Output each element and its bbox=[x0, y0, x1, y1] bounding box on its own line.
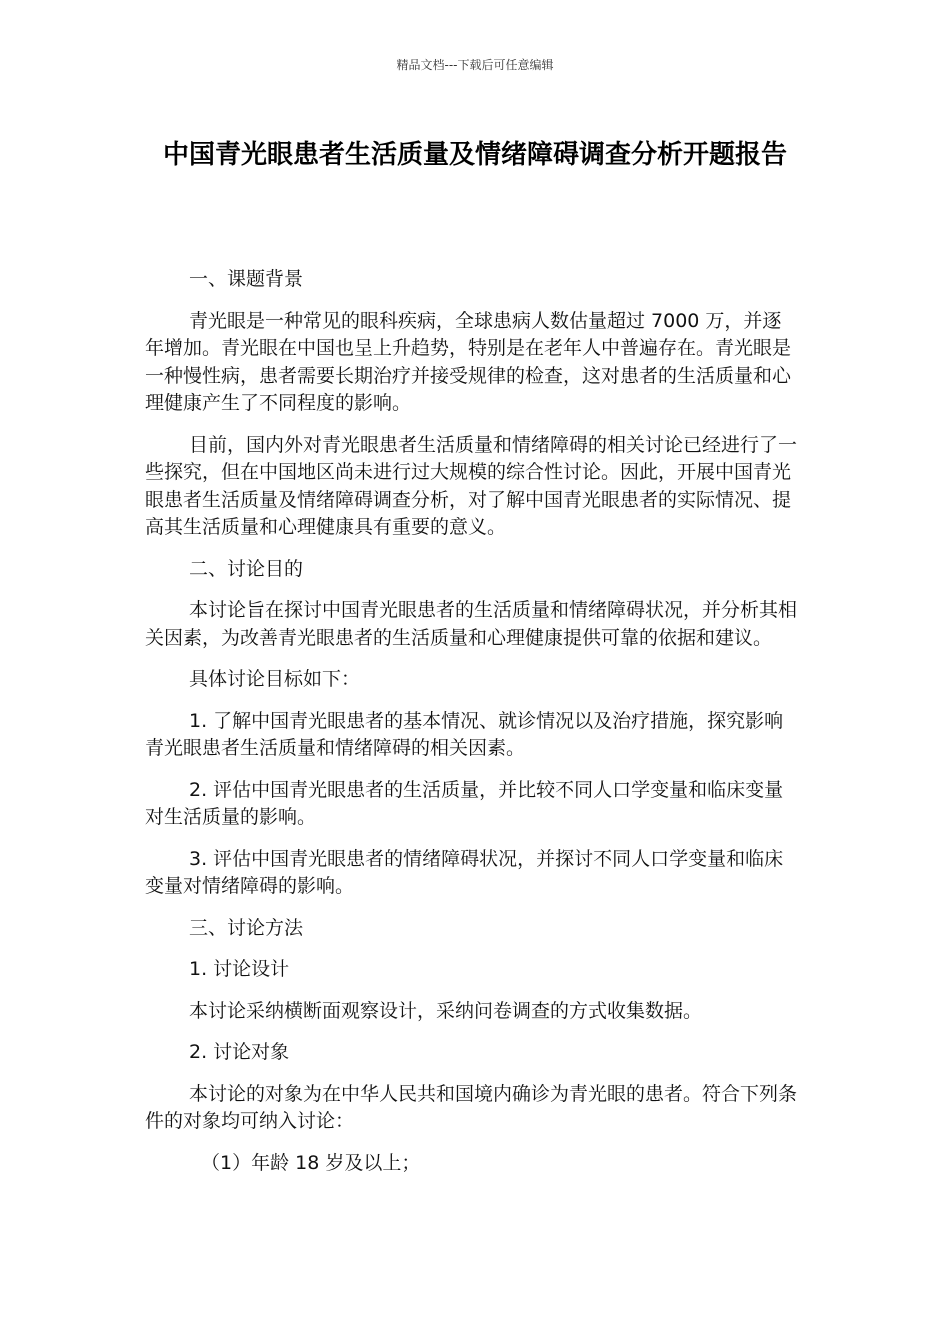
paragraph-background-1: 青光眼是一种常见的眼科疾病，全球患病人数估量超过 7000 万，并逐年增加。青光眼在中国也呈上升趋势，特别是在老年人中普遍存在。青光眼是一种慢性病，患者需要长期治疗并接受规律的检查，这对患者的生活质量和心理健康产生了不同程度的影响。 bbox=[145, 309, 792, 414]
list-item-goal-1: 1. 了解中国青光眼患者的基本情况、就诊情况以及治疗措施，探究影响青光眼患者生活质量和情绪障碍的相关因素。 bbox=[145, 709, 784, 759]
section-heading-methods: 三、讨论方法 bbox=[189, 916, 304, 939]
header-note: 精品文档---下载后可任意编辑 bbox=[396, 58, 554, 72]
paragraph-subjects: 本讨论的对象为在中华人民共和国境内确诊为青光眼的患者。符合下列条件的对象均可纳入讨论： bbox=[145, 1082, 798, 1132]
paragraph-purpose: 本讨论旨在探讨中国青光眼患者的生活质量和情绪障碍状况，并分析其相关因素，为改善青光眼患者的生活质量和心理健康提供可靠的依据和建议。 bbox=[145, 599, 798, 649]
section-heading-background: 一、课题背景 bbox=[189, 268, 304, 290]
document-title: 中国青光眼患者生活质量及情绪障碍调查分析开题报告 bbox=[162, 140, 787, 170]
list-item-goal-2: 2. 评估中国青光眼患者的生活质量，并比较不同人口学变量和临床变量对生活质量的影响。 bbox=[145, 778, 784, 828]
paragraph-design: 本讨论采纳横断面观察设计，采纳问卷调查的方式收集数据。 bbox=[189, 999, 703, 1022]
paragraph-background-2: 目前，国内外对青光眼患者生活质量和情绪障碍的相关讨论已经进行了一些探究，但在中国地区尚未进行过大规模的综合性讨论。因此，开展中国青光眼患者生活质量及情绪障碍调查分析，对了解中国青光眼患者的实际情况、提高其生活质量和心理健康具有重要的意义。 bbox=[145, 433, 798, 538]
list-item-goal-3: 3. 评估中国青光眼患者的情绪障碍状况，并探讨不同人口学变量和临床变量对情绪障碍的影响。 bbox=[145, 847, 784, 897]
section-heading-purpose: 二、讨论目的 bbox=[189, 557, 304, 580]
paragraph-goals-intro: 具体讨论目标如下： bbox=[189, 668, 361, 690]
document-body bbox=[145, 266, 800, 1191]
subheading-subjects: 2. 讨论对象 bbox=[189, 1041, 290, 1063]
list-item-criterion-1: （1）年龄 18 岁及以上； bbox=[201, 1151, 421, 1174]
subheading-design: 1. 讨论设计 bbox=[189, 958, 290, 980]
